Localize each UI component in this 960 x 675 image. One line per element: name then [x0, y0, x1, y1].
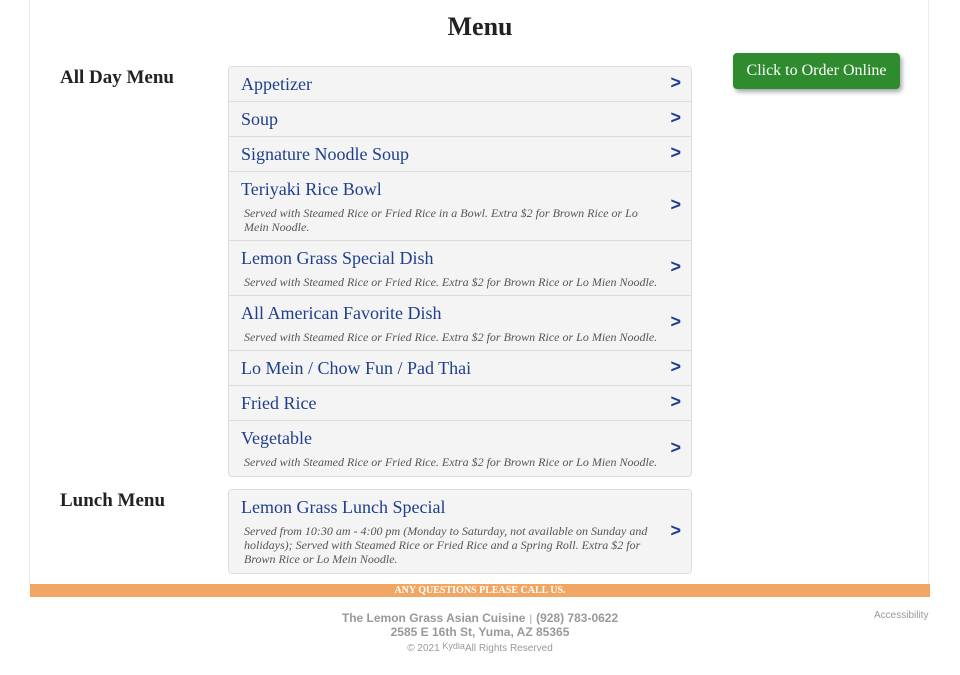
category-title: Fried Rice: [241, 393, 317, 413]
chevron-right-icon: >: [670, 519, 681, 540]
section-label-all-day: All Day Menu: [60, 67, 174, 88]
order-online-button[interactable]: Click to Order Online: [733, 53, 900, 89]
category-description: Served from 10:30 am - 4:00 pm (Monday to Saturday, not available on Sunday and holidays); Served with Steamed Rice or Fried Rice and a Spring Roll. Extra $2 for Brown Rice or Lo Mein Noodle.: [244, 524, 648, 566]
chevron-right-icon: >: [670, 142, 681, 163]
kydia-link[interactable]: Kydia: [442, 641, 465, 651]
category-appetizer[interactable]: [229, 67, 691, 102]
chevron-right-icon: >: [670, 72, 681, 93]
category-lemon-grass-lunch-special[interactable]: [229, 490, 691, 573]
category-title: Teriyaki Rice Bowl: [241, 179, 382, 199]
category-lo-mein-chow-fun-pad-thai[interactable]: [229, 351, 691, 386]
category-soup[interactable]: [229, 102, 691, 137]
chevron-right-icon: >: [670, 194, 681, 215]
category-title: Soup: [241, 109, 279, 129]
category-fried-rice[interactable]: [229, 386, 691, 421]
category-vegetable[interactable]: [229, 421, 691, 476]
category-title: Vegetable: [241, 428, 312, 448]
section-label-lunch: Lunch Menu: [60, 490, 166, 511]
category-title: Signature Noodle Soup: [241, 144, 409, 164]
category-teriyaki-rice-bowl[interactable]: [229, 172, 691, 241]
call-us-notice: ANY QUESTIONS PLEASE CALL US.: [30, 584, 930, 597]
business-name: The Lemon Grass Asian Cuisine: [341, 611, 526, 625]
page-title: Menu: [447, 12, 513, 41]
chevron-right-icon: >: [670, 436, 681, 457]
accessibility-link[interactable]: Accessibility: [874, 610, 929, 621]
phone-link[interactable]: (928) 783-0622: [536, 611, 619, 625]
category-lemon-grass-special-dish[interactable]: [229, 241, 691, 296]
footer: [0, 611, 960, 654]
chevron-right-icon: >: [670, 311, 681, 332]
rights-reserved: All Rights Reserved: [464, 643, 553, 654]
category-title: All American Favorite Dish: [241, 303, 442, 323]
category-signature-noodle-soup[interactable]: [229, 137, 691, 172]
category-description: Served with Steamed Rice or Fried Rice. Extra $2 for Brown Rice or Lo Mien Noodle.: [244, 330, 658, 344]
chevron-right-icon: >: [670, 107, 681, 128]
copyright: © 2021: [407, 643, 440, 654]
category-title: Lemon Grass Special Dish: [241, 248, 434, 268]
chevron-right-icon: >: [670, 256, 681, 277]
chevron-right-icon: >: [670, 391, 681, 412]
category-description: Served with Steamed Rice or Fried Rice. Extra $2 for Brown Rice or Lo Mien Noodle.: [244, 455, 658, 469]
category-title: Lo Mein / Chow Fun / Pad Thai: [241, 358, 472, 378]
category-title: Lemon Grass Lunch Special: [241, 497, 446, 517]
all-day-menu-list: [228, 66, 692, 477]
category-all-american-favorite-dish[interactable]: [229, 296, 691, 351]
lunch-menu-list: [228, 489, 692, 574]
chevron-right-icon: >: [670, 356, 681, 377]
category-description: Served with Steamed Rice or Fried Rice. Extra $2 for Brown Rice or Lo Mien Noodle.: [244, 275, 658, 289]
address: 2585 E 16th St, Yuma, AZ 85365: [390, 625, 570, 639]
footer-separator: |: [529, 614, 533, 625]
category-title: Appetizer: [241, 74, 312, 94]
category-description: Served with Steamed Rice or Fried Rice in a Bowl. Extra $2 for Brown Rice or Lo Mein Noodle.: [244, 206, 638, 234]
